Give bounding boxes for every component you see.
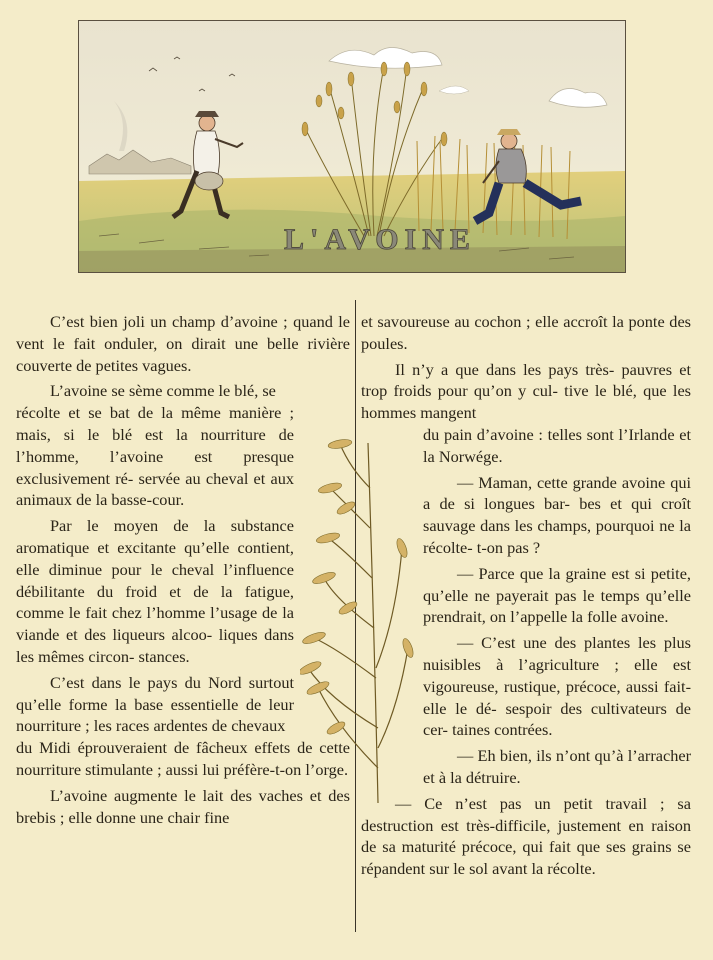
header-illustration [78,20,626,273]
paragraph: — Parce que la graine est si petite, qu’elle ne payerait pas le temps qu’elle prendrait, on l’appelle la folle avoine. [423,563,692,627]
paragraph: récolte et se bat de la même manière ; mais, si le blé est la nourriture de l’homme, l’avoine est presque exclusivement ré- servée au cheval et aux animaux de la basse-cour. [16,403,295,510]
oat-harvest-engraving-icon [79,21,625,272]
paragraph: Il n’y a que dans les pays très- pauvres et trop froids pour qu’on y cul- tive le blé, que les hommes mangent [361,359,692,423]
paragraph: — Maman, cette grande avoine qui a de si longues bar- bes et qui croît sauvage dans les champs, pourquoi ne la récolte- t-on pas ? [423,472,691,557]
paragraph: C’est dans le pays du Nord surtout qu’elle forme la base essentielle de leur nourriture ; les races ardentes de chevaux [16,672,294,736]
paragraph: L’avoine augmente le lait des vaches et des brebis ; elle donne une chair fine [16,785,350,827]
wrapped-text-block [16,402,294,737]
wrapped-text-block [423,424,691,789]
paragraph: du pain d’avoine : telles sont l’Irlande et la Norwége. [423,424,691,466]
paragraph: et savoureuse au cochon ; elle accroît la ponte des poules. [361,312,692,353]
left-text-column [16,311,350,828]
paragraph: Par le moyen de la substance aromatique et excitante qu’elle contient, elle diminue pour le cheval l’influence débilitante du froid et de la fatigue, comme le fait chez l’homme l’usage de la viande et des liqueurs alcoo- liques dans les mêmes circon- stances. [16,516,294,666]
right-text-column [361,311,691,880]
paragraph: — Ce n’est pas un petit travail ; sa destruction est très-difficile, justement en raison de sa maturité précoce, qui fait que ses grains se répandent sur le sol avant la récolte. [361,793,691,879]
paragraph: C’est bien joli un champ d’avoine ; quand le vent le fait onduler, on dirait une belle rivière couverte de petites vagues. [16,312,350,375]
paragraph: — Eh bien, ils n’ont qu’à l’arracher et à la détruire. [423,746,691,787]
paragraph: du Midi éprouveraient de fâcheux effets de cette nourriture stimulante ; aussi lui préfère-t-on l’orge. [16,738,350,779]
paragraph: — C’est une des plantes les plus nuisibles à l’agriculture ; elle est vigoureuse, rustique, précoce, aussi fait-elle le dé- sespoir des cultivateurs de cer- taines contrées. [423,633,692,740]
svg-text:L'AVOINE: L'AVOINE [284,223,476,256]
paragraph: L’avoine se sème comme le blé, se [50,381,276,401]
